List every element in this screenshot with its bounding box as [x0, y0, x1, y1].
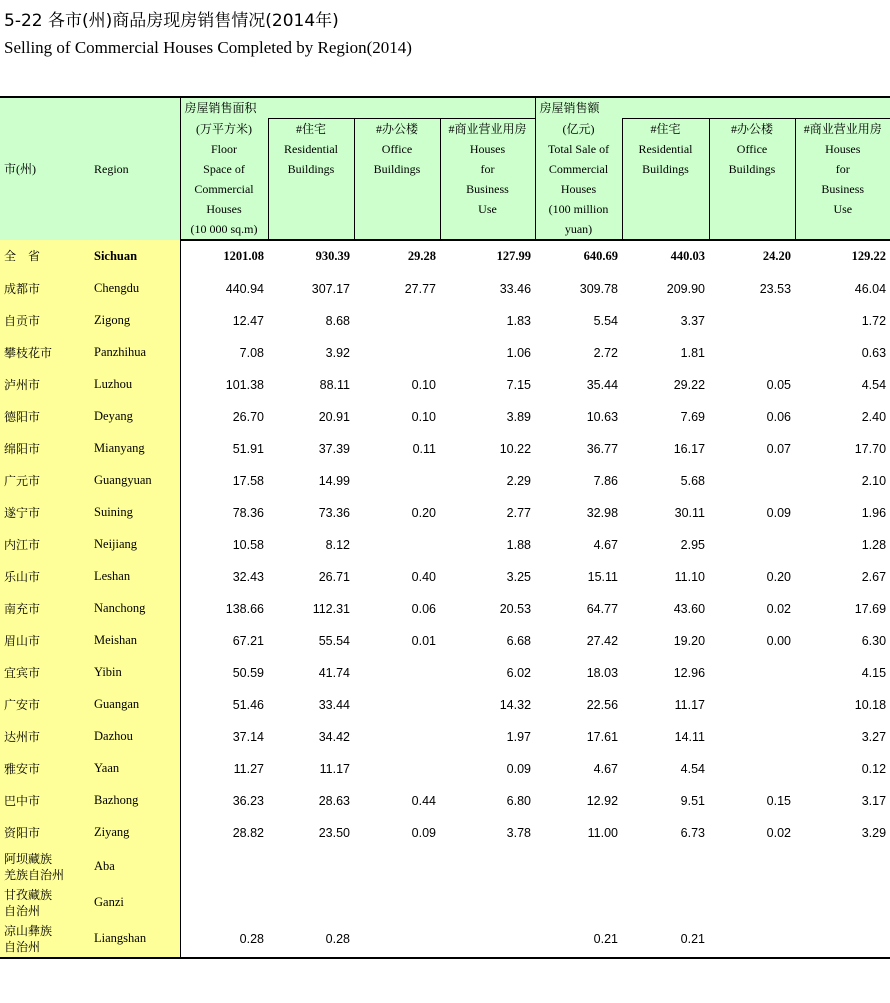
table-header	[0, 97, 890, 240]
table-row-total	[0, 240, 890, 273]
cell-value: 10.22	[499, 441, 532, 456]
header-sale-office	[709, 119, 795, 240]
header-area-office	[354, 119, 440, 240]
cell-value: 8.68	[325, 313, 350, 328]
cell-value: 1.83	[506, 313, 532, 328]
cell-value: 5.68	[680, 473, 706, 488]
cell-value	[354, 337, 440, 369]
header-line: Office	[381, 142, 413, 156]
header-line: Use	[478, 202, 497, 216]
cell-region: Guangyuan	[90, 465, 180, 497]
cell-value: 34.42	[318, 729, 350, 744]
cell-region: Ziyang	[90, 817, 180, 849]
cell-value: 37.39	[318, 441, 350, 456]
header-line: #住宅	[650, 122, 681, 136]
cell-value: 88.11	[319, 377, 350, 392]
table-row	[0, 785, 890, 817]
cell-value: 0.02	[766, 601, 792, 616]
cell-value: 27.42	[586, 633, 619, 648]
cell-value	[709, 885, 795, 921]
cell-value: 33.44	[318, 697, 350, 712]
header-line: Buildings	[728, 162, 776, 176]
cell-value: 20.91	[318, 409, 350, 424]
cell-value: 5.54	[593, 313, 619, 328]
cell-value: 4.15	[861, 665, 887, 680]
cell-value	[709, 849, 795, 885]
table-row	[0, 817, 890, 849]
table-body	[0, 240, 890, 958]
header-sale-business	[795, 119, 890, 240]
cell-value: 0.02	[766, 825, 792, 840]
header-line: (100 million	[548, 201, 609, 216]
cell-value: 23.53	[759, 281, 792, 296]
cell-value: 0.15	[766, 793, 792, 808]
cell-value	[709, 689, 795, 721]
cell-value: 29.22	[673, 377, 706, 392]
table-row	[0, 529, 890, 561]
cell-value: 0.20	[411, 505, 436, 520]
cell-city: 攀枝花市	[0, 337, 90, 369]
cell-value	[354, 657, 440, 689]
cell-value: 35.44	[586, 377, 619, 392]
cell-value: 1.28	[861, 537, 887, 552]
cell-value: 440.03	[670, 249, 706, 263]
table-row	[0, 401, 890, 433]
cell-value: 73.36	[318, 505, 350, 520]
table-row	[0, 657, 890, 689]
cell-region: Liangshan	[90, 921, 180, 958]
cell-value: 127.99	[496, 249, 532, 263]
cell-value: 0.44	[411, 793, 436, 808]
cell-region: Luzhou	[90, 369, 180, 401]
cell-value	[709, 305, 795, 337]
cell-value	[709, 657, 795, 689]
cell-value	[354, 529, 440, 561]
header-area-residential	[268, 119, 354, 240]
cell-value: 2.77	[506, 505, 532, 520]
header-region: Region	[90, 97, 180, 240]
cell-value: 28.82	[232, 825, 264, 840]
cell-region: Deyang	[90, 401, 180, 433]
cell-city: 凉山彝族 自治州	[0, 921, 90, 958]
cell-value: 37.14	[232, 729, 264, 744]
cell-value	[709, 529, 795, 561]
cell-value: 3.25	[506, 569, 532, 584]
table-row	[0, 433, 890, 465]
cell-value: 7.69	[680, 409, 706, 424]
header-line: #住宅	[295, 122, 326, 136]
cell-value: 19.20	[673, 633, 706, 648]
cell-value	[440, 849, 535, 885]
cell-value	[354, 305, 440, 337]
cell-value: 26.71	[318, 569, 350, 584]
header-line: Houses	[825, 142, 861, 156]
cell-value: 11.27	[233, 761, 264, 776]
header-line: for	[835, 162, 850, 176]
cell-value: 3.27	[861, 729, 887, 744]
cell-region: Chengdu	[90, 273, 180, 305]
cell-value: 0.12	[861, 761, 887, 776]
header-line: #商业营业用房	[448, 122, 527, 136]
cell-value	[354, 753, 440, 785]
table-row	[0, 305, 890, 337]
header-sale-residential	[622, 119, 709, 240]
cell-region: Neijiang	[90, 529, 180, 561]
cell-value: 11.17	[674, 697, 706, 712]
cell-value: 209.90	[666, 281, 706, 296]
cell-value: 112.31	[312, 601, 350, 616]
header-line: Buildings	[373, 162, 421, 176]
cell-value: 10.18	[854, 697, 887, 712]
cell-value	[535, 849, 622, 885]
header-line: Residential	[638, 142, 693, 156]
cell-city: 自贡市	[0, 305, 90, 337]
cell-value: 12.96	[673, 665, 706, 680]
cell-value: 17.70	[854, 441, 887, 456]
cell-value: 67.21	[232, 633, 264, 648]
header-line: (10 000 sq.m)	[190, 221, 258, 236]
cell-region: Nanchong	[90, 593, 180, 625]
cell-value: 46.04	[854, 281, 887, 296]
header-line: Houses	[206, 201, 242, 216]
table-row	[0, 465, 890, 497]
cell-value: 6.80	[506, 793, 532, 808]
cell-value: 18.03	[586, 665, 619, 680]
header-line: Houses	[560, 181, 597, 196]
cell-value: 27.77	[404, 281, 436, 296]
header-line: Business	[821, 182, 865, 196]
cell-value: 14.32	[499, 697, 532, 712]
cell-city: 德阳市	[0, 401, 90, 433]
cell-value: 41.74	[318, 665, 350, 680]
cell-value: 3.29	[861, 825, 887, 840]
cell-value: 11.00	[587, 825, 619, 840]
cell-city: 南充市	[0, 593, 90, 625]
cell-value	[268, 885, 354, 921]
cell-value: 26.70	[232, 409, 264, 424]
header-line: (万平方米)	[196, 121, 252, 136]
cell-value: 0.28	[180, 921, 268, 958]
table-row	[0, 921, 890, 958]
cell-value: 0.01	[411, 633, 436, 648]
header-area-business	[440, 119, 535, 240]
cell-value: 0.20	[766, 569, 792, 584]
cell-value	[709, 921, 795, 958]
cell-region: Mianyang	[90, 433, 180, 465]
cell-value: 0.09	[506, 761, 532, 776]
cell-value: 22.56	[586, 697, 619, 712]
cell-value: 2.29	[506, 473, 532, 488]
cell-region: Yibin	[90, 657, 180, 689]
cell-value: 6.30	[861, 633, 887, 648]
cell-region: Meishan	[90, 625, 180, 657]
cell-value: 4.67	[593, 761, 619, 776]
cell-value: 4.67	[593, 537, 619, 552]
table-row	[0, 561, 890, 593]
cell-value: 640.69	[583, 249, 619, 263]
cell-value	[795, 921, 890, 958]
cell-value: 2.72	[593, 345, 619, 360]
cell-value: 0.40	[411, 569, 436, 584]
cell-value: 6.68	[506, 633, 532, 648]
cell-region: Leshan	[90, 561, 180, 593]
table-row	[0, 369, 890, 401]
cell-city: 成都市	[0, 273, 90, 305]
cell-value: 3.78	[506, 825, 532, 840]
table-row	[0, 753, 890, 785]
cell-value: 17.58	[232, 473, 264, 488]
cell-value	[709, 753, 795, 785]
cell-value: 30.11	[674, 505, 706, 520]
cell-value: 2.40	[861, 409, 887, 424]
cell-value: 930.39	[315, 249, 350, 263]
cell-value: 0.63	[861, 345, 887, 360]
cell-value: 3.89	[506, 409, 532, 424]
cell-city: 广安市	[0, 689, 90, 721]
cell-region: Guangan	[90, 689, 180, 721]
header-line: Commercial	[548, 161, 609, 176]
cell-city: 泸州市	[0, 369, 90, 401]
cell-value: 51.91	[232, 441, 264, 456]
cell-value: 0.07	[766, 441, 792, 456]
table-row	[0, 625, 890, 657]
cell-value: 17.69	[854, 601, 887, 616]
cell-value: 32.98	[586, 505, 619, 520]
table-row	[0, 849, 890, 885]
cell-city: 巴中市	[0, 785, 90, 817]
cell-city: 全省	[0, 240, 90, 273]
cell-value: 23.50	[318, 825, 350, 840]
header-city: 市(州)	[0, 97, 90, 240]
cell-value: 12.47	[232, 313, 264, 328]
cell-value: 24.20	[762, 249, 792, 263]
cell-value: 32.43	[232, 569, 264, 584]
cell-city: 广元市	[0, 465, 90, 497]
cell-value: 3.17	[861, 793, 887, 808]
header-line: Buildings	[287, 162, 335, 176]
cell-value: 0.09	[766, 505, 792, 520]
cell-value: 1.96	[861, 505, 887, 520]
cell-value: 1.97	[506, 729, 532, 744]
header-line: Residential	[284, 142, 338, 156]
cell-value: 2.10	[861, 473, 887, 488]
cell-value	[709, 721, 795, 753]
cell-value: 1.72	[861, 313, 887, 328]
cell-city: 乐山市	[0, 561, 90, 593]
cell-value: 20.53	[499, 601, 532, 616]
cell-value: 138.66	[225, 601, 264, 616]
cell-value: 36.77	[586, 441, 619, 456]
page-title-en: Selling of Commercial Houses Completed by Region(2014)	[4, 38, 412, 57]
cell-value: 6.02	[506, 665, 532, 680]
cell-value: 64.77	[586, 601, 619, 616]
cell-value	[268, 849, 354, 885]
data-table	[0, 96, 890, 959]
cell-value: 0.21	[622, 921, 709, 958]
header-line: #商业营业用房	[803, 122, 882, 136]
cell-value: 4.54	[680, 761, 706, 776]
header-line: Office	[736, 142, 768, 156]
cell-value: 0.09	[411, 825, 436, 840]
cell-value	[354, 465, 440, 497]
table-row	[0, 721, 890, 753]
header-line: Business	[466, 182, 509, 196]
cell-value: 12.92	[586, 793, 619, 808]
table-row	[0, 885, 890, 921]
cell-city: 内江市	[0, 529, 90, 561]
cell-value: 0.10	[411, 409, 436, 424]
cell-city: 宜宾市	[0, 657, 90, 689]
cell-region: Suining	[90, 497, 180, 529]
table-row	[0, 689, 890, 721]
cell-value: 0.11	[412, 441, 436, 456]
header-line: Total Sale of	[547, 141, 610, 156]
header-line: yuan)	[564, 221, 593, 236]
cell-value	[795, 885, 890, 921]
table-row	[0, 337, 890, 369]
cell-value: 6.73	[680, 825, 706, 840]
cell-region: Aba	[90, 849, 180, 885]
header-line: #办公楼	[731, 122, 774, 136]
cell-region: Zigong	[90, 305, 180, 337]
cell-value	[180, 885, 268, 921]
cell-city: 雅安市	[0, 753, 90, 785]
cell-value: 307.17	[311, 281, 350, 296]
cell-value: 0.21	[535, 921, 622, 958]
cell-value: 16.17	[673, 441, 706, 456]
cell-value: 17.61	[586, 729, 619, 744]
cell-value: 15.11	[587, 569, 619, 584]
cell-value: 78.36	[232, 505, 264, 520]
cell-value	[709, 465, 795, 497]
header-line: Use	[833, 202, 853, 216]
cell-city: 甘孜藏族 自治州	[0, 885, 90, 921]
header-line: Houses	[469, 142, 506, 156]
header-sale-total	[535, 119, 622, 240]
header-area-group: 房屋销售面积	[180, 97, 535, 119]
cell-value: 3.37	[680, 313, 706, 328]
cell-value: 0.06	[766, 409, 792, 424]
cell-value: 129.22	[851, 249, 887, 263]
cell-value: 101.38	[225, 377, 264, 392]
cell-value	[440, 921, 535, 958]
cell-value	[354, 689, 440, 721]
cell-region: Dazhou	[90, 721, 180, 753]
cell-value: 1.06	[506, 345, 532, 360]
cell-value: 50.59	[232, 665, 264, 680]
cell-value	[535, 885, 622, 921]
cell-region: Bazhong	[90, 785, 180, 817]
cell-value: 0.06	[411, 601, 436, 616]
cell-value	[622, 849, 709, 885]
table-row	[0, 593, 890, 625]
table-row	[0, 497, 890, 529]
cell-value: 0.05	[766, 377, 792, 392]
cell-region: Sichuan	[90, 240, 180, 273]
cell-value: 51.46	[232, 697, 264, 712]
cell-city: 绵阳市	[0, 433, 90, 465]
cell-region: Yaan	[90, 753, 180, 785]
cell-value	[180, 849, 268, 885]
cell-value: 0.10	[411, 377, 436, 392]
cell-city: 达州市	[0, 721, 90, 753]
header-area-total	[180, 119, 268, 240]
cell-value: 2.95	[680, 537, 706, 552]
header-line: for	[480, 162, 495, 176]
cell-value: 8.12	[325, 537, 350, 552]
cell-value	[795, 849, 890, 885]
cell-value: 2.67	[861, 569, 887, 584]
cell-value	[709, 337, 795, 369]
cell-value: 4.54	[861, 377, 887, 392]
cell-value: 36.23	[232, 793, 264, 808]
page-title-cn: 5-22 各市(州)商品房现房销售情况(2014年)	[4, 11, 339, 31]
cell-value: 28.63	[318, 793, 350, 808]
header-line: Buildings	[642, 162, 689, 176]
cell-value: 14.99	[318, 473, 350, 488]
header-line: Space of	[203, 161, 245, 176]
cell-value: 9.51	[680, 793, 706, 808]
cell-value: 7.08	[239, 345, 264, 360]
header-line: Commercial	[194, 181, 254, 196]
cell-value	[622, 885, 709, 921]
cell-city: 阿坝藏族 羌族自治州	[0, 849, 90, 885]
cell-value: 1.81	[680, 345, 706, 360]
cell-value: 14.11	[674, 729, 706, 744]
cell-value: 1201.08	[223, 249, 264, 263]
cell-value: 0.28	[268, 921, 354, 958]
table-row	[0, 273, 890, 305]
cell-value: 10.58	[232, 537, 264, 552]
cell-value: 7.86	[593, 473, 619, 488]
cell-value: 3.92	[325, 345, 350, 360]
header-line: #办公楼	[375, 122, 418, 136]
cell-city: 遂宁市	[0, 497, 90, 529]
cell-value: 309.78	[579, 281, 619, 296]
cell-value: 1.88	[506, 537, 532, 552]
cell-value: 29.28	[407, 249, 436, 263]
cell-value	[354, 721, 440, 753]
header-sale-group: 房屋销售额	[535, 97, 890, 119]
cell-value	[440, 885, 535, 921]
cell-value: 33.46	[499, 281, 532, 296]
cell-value: 440.94	[225, 281, 264, 296]
cell-value: 43.60	[673, 601, 706, 616]
cell-value: 11.17	[319, 761, 350, 776]
header-line: (亿元)	[562, 121, 595, 136]
cell-value: 0.00	[766, 633, 792, 648]
header-line: Floor	[210, 141, 237, 156]
cell-value	[354, 849, 440, 885]
cell-value: 11.10	[674, 569, 706, 584]
cell-region: Ganzi	[90, 885, 180, 921]
cell-city: 资阳市	[0, 817, 90, 849]
cell-value: 55.54	[318, 633, 350, 648]
cell-city: 眉山市	[0, 625, 90, 657]
cell-value	[354, 885, 440, 921]
cell-value	[354, 921, 440, 958]
cell-value: 10.63	[586, 409, 619, 424]
cell-region: Panzhihua	[90, 337, 180, 369]
cell-value: 7.15	[506, 377, 532, 392]
